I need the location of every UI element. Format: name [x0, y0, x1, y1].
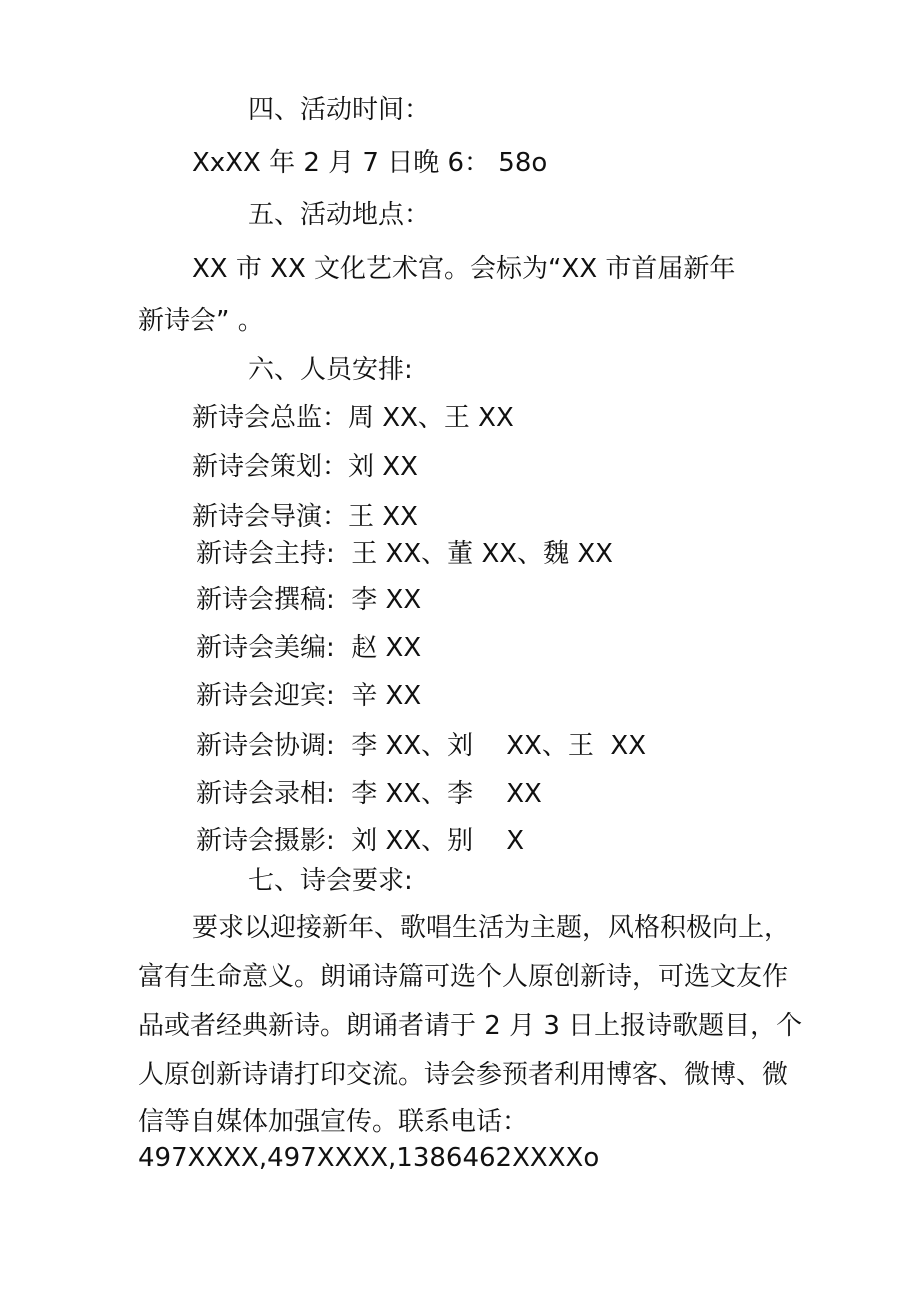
contact-phone-numbers: 497XXXX,497XXXX,1386462XXXXo [138, 1143, 600, 1173]
staff-role: 新诗会摄影: 刘 XX、别 X [196, 826, 525, 856]
requirements-line: 品或者经典新诗。朗诵者请于 2 月 3 日上报诗歌题目，个 [138, 1011, 803, 1041]
staff-role: 新诗会美编: 赵 XX [196, 633, 422, 663]
section-7-heading: 七、诗会要求: [248, 866, 413, 896]
staff-role: 新诗会协调: 李 XX、刘 XX、王 XX [196, 731, 647, 761]
staff-role: 新诗会撰稿: 李 XX [196, 585, 422, 615]
requirements-line: 富有生命意义。朗诵诗篇可选个人原创新诗，可选文友作 [138, 962, 789, 992]
section-5-heading: 五、活动地点： [248, 200, 431, 230]
event-venue-line-2: 新诗会” 。 [138, 306, 264, 336]
staff-role: 新诗会主持: 王 XX、董 XX、魏 XX [196, 539, 613, 569]
staff-role: 新诗会导演：王 XX [192, 502, 418, 532]
requirements-line: 信等自媒体加强宣传。联系电话： [138, 1107, 529, 1137]
staff-role: 新诗会迎宾: 辛 XX [196, 681, 422, 711]
event-time: XxXX 年 2 月 7 日晚 6： 58o [192, 148, 548, 178]
requirements-line: 要求以迎接新年、歌唱生活为主题，风格积极向上， [192, 913, 791, 943]
requirements-line: 人原创新诗请打印交流。诗会参预者利用博客、微博、微 [138, 1060, 789, 1090]
staff-role: 新诗会总监：周 XX、王 XX [192, 403, 514, 433]
section-6-heading: 六、人员安排: [248, 355, 413, 385]
staff-role: 新诗会录相: 李 XX、李 XX [196, 779, 542, 809]
staff-role: 新诗会策划：刘 XX [192, 452, 418, 482]
event-venue-line-1: XX 市 XX 文化艺术宫。会标为“XX 市首届新年 [192, 254, 736, 284]
section-4-heading: 四、活动时间： [248, 95, 431, 125]
